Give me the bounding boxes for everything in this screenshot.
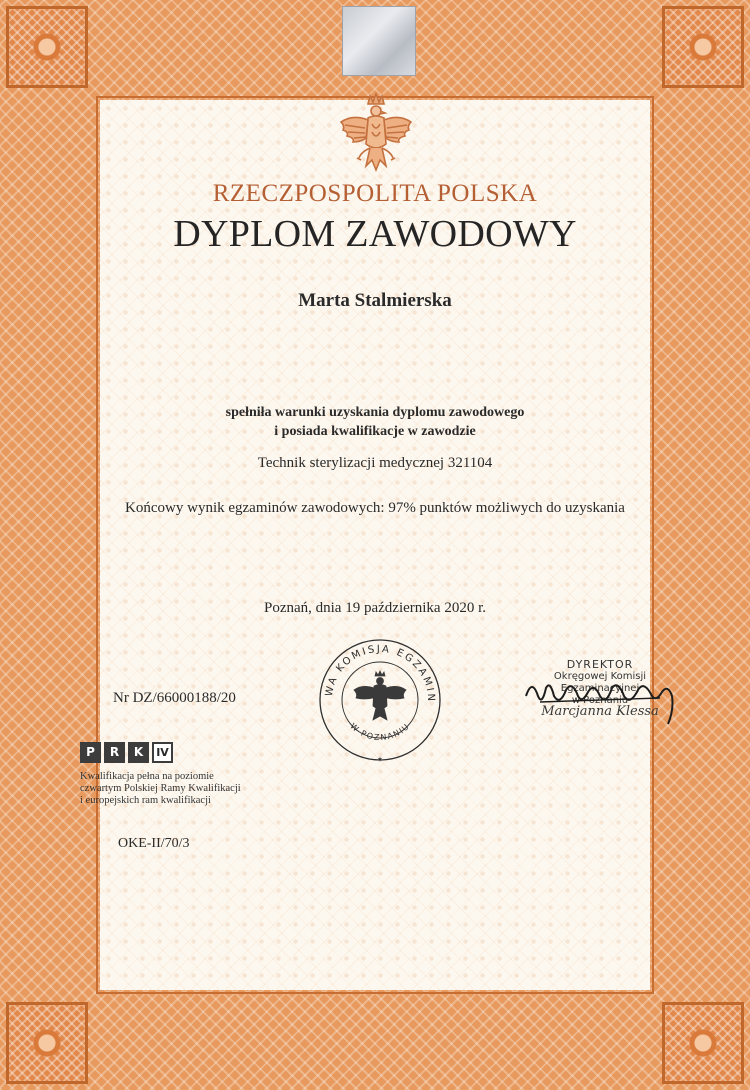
white-eagle-emblem-icon: [335, 92, 417, 178]
profession: Technik sterylizacji medycznej 321104: [257, 455, 493, 471]
place-and-date: Poznań, dnia 19 października 2020 r.: [263, 600, 487, 616]
svg-text:✶: ✶: [376, 755, 384, 764]
document-title: DYPLOM ZAWODOWY: [173, 213, 577, 255]
prk-description-line: i europejskich ram kwalifikacji: [80, 795, 211, 806]
corner-ornament-bottom-right: [662, 1002, 744, 1084]
condition-line-2: i posiada kwalifikacje w zawodzie: [274, 424, 476, 439]
director-title: DYREKTOR: [566, 658, 634, 671]
director-name: Marcjanna Klessa: [541, 704, 659, 719]
director-org-line-1: Okręgowej Komisji Egzaminacyjnej: [553, 671, 647, 694]
seal-ring-text: WA KOMISJA EGZAMIN: [323, 643, 437, 704]
document-number: Nr DZ/66000188/20: [113, 690, 236, 706]
director-signature: [520, 666, 685, 736]
official-seal-icon: [318, 628, 442, 768]
svg-text:W POZNANIU: [348, 721, 411, 742]
prk-letter-p: P: [80, 742, 101, 763]
form-code: OKE-II/70/3: [118, 836, 190, 851]
condition-line-1: spełniła warunki uzyskania dyplomu zawodowego: [225, 405, 525, 420]
corner-ornament-bottom-left: [6, 1002, 88, 1084]
hologram-sticker-icon: [342, 6, 416, 76]
prk-letter-r: R: [104, 742, 125, 763]
prk-description-line: Kwalifikacja pełna na poziomie: [80, 771, 214, 782]
corner-ornament-top-right: [662, 6, 744, 88]
exam-result: Końcowy wynik egzaminów zawodowych: 97% punktów możliwych do uzyskania: [125, 500, 625, 516]
prk-letter-k: K: [128, 742, 149, 763]
country-name: RZECZPOSPOLITA POLSKA: [212, 180, 538, 207]
holder-name: Marta Stalmierska: [298, 290, 452, 311]
prk-description-line: czwartym Polskiej Ramy Kwalifikacji: [80, 783, 241, 794]
prk-badge: [80, 742, 173, 763]
prk-description: [80, 771, 280, 807]
seal-city-text: W POZNANIU: [348, 721, 412, 743]
prk-level: IV: [152, 742, 173, 763]
director-org-line-2: w Poznaniu: [571, 695, 629, 706]
corner-ornament-top-left: [6, 6, 88, 88]
